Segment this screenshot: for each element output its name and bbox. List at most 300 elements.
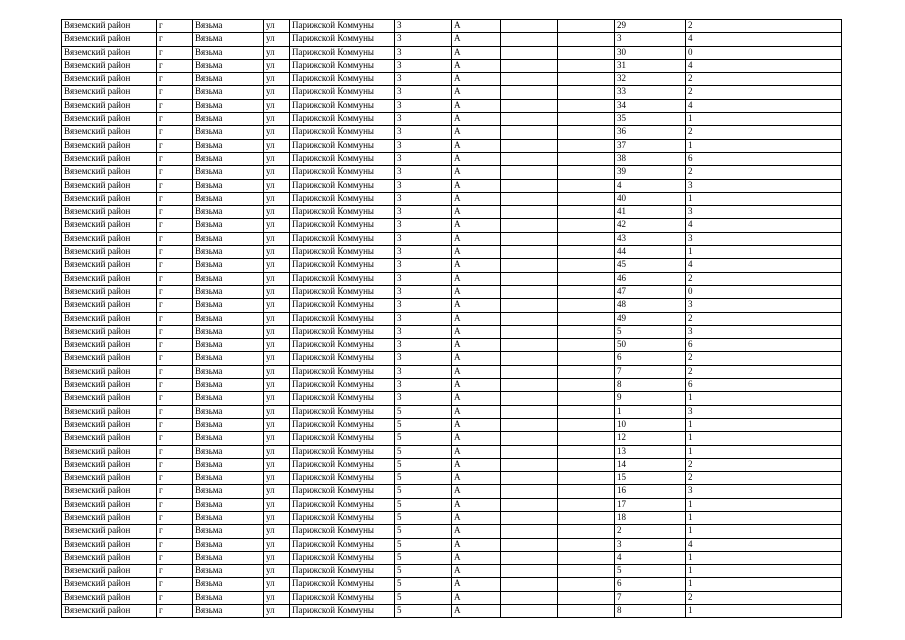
empty-cell — [558, 59, 615, 72]
locality-type-cell: г — [157, 551, 193, 564]
building-cell: А — [452, 605, 501, 618]
district-cell: Вяземский район — [62, 565, 157, 578]
table-row — [62, 86, 842, 99]
building-cell: А — [452, 392, 501, 405]
locality-cell: Вязьма — [193, 565, 264, 578]
locality-cell: Вязьма — [193, 432, 264, 445]
table-row — [62, 73, 842, 86]
locality-type-cell: г — [157, 498, 193, 511]
house-cell: 5 — [395, 511, 452, 524]
street-type-cell: ул — [264, 352, 290, 365]
street-cell: Парижской Коммуны — [290, 86, 395, 99]
building-cell: А — [452, 339, 501, 352]
locality-type-cell: г — [157, 113, 193, 126]
street-cell: Парижской Коммуны — [290, 99, 395, 112]
empty-cell — [558, 392, 615, 405]
empty-cell — [501, 192, 558, 205]
empty-cell — [501, 312, 558, 325]
street-cell: Парижской Коммуны — [290, 59, 395, 72]
empty-cell — [501, 565, 558, 578]
table-row — [62, 259, 842, 272]
locality-cell: Вязьма — [193, 59, 264, 72]
street-type-cell: ул — [264, 392, 290, 405]
empty-cell — [558, 418, 615, 431]
street-type-cell: ул — [264, 312, 290, 325]
table-row — [62, 365, 842, 378]
locality-cell: Вязьма — [193, 511, 264, 524]
apartment-cell: 45 — [615, 259, 686, 272]
apartment-cell: 7 — [615, 365, 686, 378]
empty-cell — [558, 232, 615, 245]
locality-type-cell: г — [157, 86, 193, 99]
apartment-cell: 6 — [615, 352, 686, 365]
empty-cell — [501, 551, 558, 564]
district-cell: Вяземский район — [62, 538, 157, 551]
locality-cell: Вязьма — [193, 405, 264, 418]
empty-cell — [558, 166, 615, 179]
street-type-cell: ул — [264, 126, 290, 139]
district-cell: Вяземский район — [62, 352, 157, 365]
locality-type-cell: г — [157, 511, 193, 524]
locality-cell: Вязьма — [193, 525, 264, 538]
empty-cell — [558, 73, 615, 86]
building-cell: А — [452, 139, 501, 152]
street-cell: Парижской Коммуны — [290, 565, 395, 578]
table-row — [62, 538, 842, 551]
table-row — [62, 591, 842, 604]
locality-type-cell: г — [157, 365, 193, 378]
count-cell: 2 — [686, 73, 842, 86]
table-row — [62, 525, 842, 538]
empty-cell — [501, 379, 558, 392]
empty-cell — [501, 525, 558, 538]
apartment-cell: 7 — [615, 591, 686, 604]
house-cell: 5 — [395, 538, 452, 551]
count-cell: 1 — [686, 392, 842, 405]
empty-cell — [501, 285, 558, 298]
house-cell: 5 — [395, 472, 452, 485]
street-cell: Парижской Коммуны — [290, 578, 395, 591]
street-type-cell: ул — [264, 152, 290, 165]
empty-cell — [501, 166, 558, 179]
house-cell: 3 — [395, 379, 452, 392]
house-cell: 3 — [395, 152, 452, 165]
house-cell: 5 — [395, 498, 452, 511]
street-type-cell: ул — [264, 246, 290, 259]
empty-cell — [501, 20, 558, 33]
locality-cell: Вязьма — [193, 272, 264, 285]
table-row — [62, 33, 842, 46]
locality-type-cell: г — [157, 392, 193, 405]
district-cell: Вяземский район — [62, 551, 157, 564]
apartment-cell: 35 — [615, 113, 686, 126]
empty-cell — [501, 73, 558, 86]
district-cell: Вяземский район — [62, 339, 157, 352]
building-cell: А — [452, 365, 501, 378]
count-cell: 6 — [686, 339, 842, 352]
apartment-cell: 13 — [615, 445, 686, 458]
count-cell: 1 — [686, 511, 842, 524]
building-cell: А — [452, 432, 501, 445]
house-cell: 5 — [395, 605, 452, 618]
locality-type-cell: г — [157, 578, 193, 591]
table-row — [62, 59, 842, 72]
house-cell: 3 — [395, 179, 452, 192]
table-row — [62, 285, 842, 298]
street-type-cell: ул — [264, 99, 290, 112]
empty-cell — [501, 46, 558, 59]
street-type-cell: ул — [264, 511, 290, 524]
building-cell: А — [452, 325, 501, 338]
count-cell: 3 — [686, 179, 842, 192]
locality-cell: Вязьма — [193, 445, 264, 458]
locality-cell: Вязьма — [193, 99, 264, 112]
district-cell: Вяземский район — [62, 246, 157, 259]
street-cell: Парижской Коммуны — [290, 458, 395, 471]
street-cell: Парижской Коммуны — [290, 259, 395, 272]
district-cell: Вяземский район — [62, 511, 157, 524]
apartment-cell: 10 — [615, 418, 686, 431]
street-cell: Парижской Коммуны — [290, 485, 395, 498]
district-cell: Вяземский район — [62, 472, 157, 485]
street-cell: Парижской Коммуны — [290, 166, 395, 179]
empty-cell — [558, 352, 615, 365]
locality-type-cell: г — [157, 46, 193, 59]
district-cell: Вяземский район — [62, 99, 157, 112]
empty-cell — [558, 551, 615, 564]
district-cell: Вяземский район — [62, 73, 157, 86]
empty-cell — [501, 418, 558, 431]
district-cell: Вяземский район — [62, 458, 157, 471]
locality-cell: Вязьма — [193, 206, 264, 219]
district-cell: Вяземский район — [62, 591, 157, 604]
locality-type-cell: г — [157, 565, 193, 578]
street-type-cell: ул — [264, 179, 290, 192]
building-cell: А — [452, 525, 501, 538]
district-cell: Вяземский район — [62, 498, 157, 511]
locality-type-cell: г — [157, 299, 193, 312]
house-cell: 3 — [395, 206, 452, 219]
house-cell: 5 — [395, 591, 452, 604]
table-row — [62, 246, 842, 259]
locality-type-cell: г — [157, 525, 193, 538]
apartment-cell: 38 — [615, 152, 686, 165]
house-cell: 3 — [395, 126, 452, 139]
empty-cell — [558, 33, 615, 46]
empty-cell — [558, 605, 615, 618]
building-cell: А — [452, 86, 501, 99]
empty-cell — [501, 299, 558, 312]
street-type-cell: ул — [264, 299, 290, 312]
apartment-cell: 9 — [615, 392, 686, 405]
apartment-cell: 4 — [615, 179, 686, 192]
apartment-cell: 5 — [615, 565, 686, 578]
street-type-cell: ул — [264, 538, 290, 551]
street-cell: Парижской Коммуны — [290, 605, 395, 618]
table-row — [62, 219, 842, 232]
building-cell: А — [452, 299, 501, 312]
apartment-cell: 49 — [615, 312, 686, 325]
locality-type-cell: г — [157, 285, 193, 298]
street-type-cell: ул — [264, 219, 290, 232]
district-cell: Вяземский район — [62, 59, 157, 72]
district-cell: Вяземский район — [62, 605, 157, 618]
table-row — [62, 99, 842, 112]
count-cell: 2 — [686, 126, 842, 139]
street-cell: Парижской Коммуны — [290, 299, 395, 312]
empty-cell — [558, 299, 615, 312]
locality-type-cell: г — [157, 379, 193, 392]
street-type-cell: ул — [264, 113, 290, 126]
locality-cell: Вязьма — [193, 498, 264, 511]
empty-cell — [501, 99, 558, 112]
table-row — [62, 339, 842, 352]
table-row — [62, 179, 842, 192]
locality-type-cell: г — [157, 206, 193, 219]
street-cell: Парижской Коммуны — [290, 139, 395, 152]
district-cell: Вяземский район — [62, 20, 157, 33]
locality-cell: Вязьма — [193, 339, 264, 352]
district-cell: Вяземский район — [62, 445, 157, 458]
apartment-cell: 16 — [615, 485, 686, 498]
empty-cell — [501, 206, 558, 219]
apartment-cell: 43 — [615, 232, 686, 245]
table-row — [62, 498, 842, 511]
building-cell: А — [452, 472, 501, 485]
table-row — [62, 432, 842, 445]
district-cell: Вяземский район — [62, 86, 157, 99]
house-cell: 3 — [395, 246, 452, 259]
table-row — [62, 418, 842, 431]
locality-type-cell: г — [157, 458, 193, 471]
table-row — [62, 405, 842, 418]
count-cell: 3 — [686, 206, 842, 219]
building-cell: А — [452, 59, 501, 72]
district-cell: Вяземский район — [62, 405, 157, 418]
empty-cell — [558, 86, 615, 99]
table-row — [62, 126, 842, 139]
district-cell: Вяземский район — [62, 139, 157, 152]
street-cell: Парижской Коммуны — [290, 152, 395, 165]
count-cell: 2 — [686, 272, 842, 285]
locality-type-cell: г — [157, 352, 193, 365]
count-cell: 4 — [686, 99, 842, 112]
table-row — [62, 485, 842, 498]
street-type-cell: ул — [264, 259, 290, 272]
street-cell: Парижской Коммуны — [290, 418, 395, 431]
empty-cell — [558, 472, 615, 485]
locality-type-cell: г — [157, 20, 193, 33]
street-type-cell: ул — [264, 498, 290, 511]
street-type-cell: ул — [264, 285, 290, 298]
table-row — [62, 152, 842, 165]
count-cell: 1 — [686, 445, 842, 458]
house-cell: 3 — [395, 192, 452, 205]
empty-cell — [501, 405, 558, 418]
empty-cell — [501, 152, 558, 165]
street-cell: Парижской Коммуны — [290, 73, 395, 86]
count-cell: 1 — [686, 498, 842, 511]
locality-cell: Вязьма — [193, 192, 264, 205]
locality-cell: Вязьма — [193, 365, 264, 378]
count-cell: 2 — [686, 86, 842, 99]
house-cell: 3 — [395, 285, 452, 298]
locality-cell: Вязьма — [193, 139, 264, 152]
street-type-cell: ул — [264, 565, 290, 578]
district-cell: Вяземский район — [62, 325, 157, 338]
locality-type-cell: г — [157, 59, 193, 72]
empty-cell — [558, 285, 615, 298]
house-cell: 3 — [395, 392, 452, 405]
street-cell: Парижской Коммуны — [290, 339, 395, 352]
table-row — [62, 206, 842, 219]
street-cell: Парижской Коммуны — [290, 472, 395, 485]
street-cell: Парижской Коммуны — [290, 325, 395, 338]
street-type-cell: ул — [264, 206, 290, 219]
building-cell: А — [452, 259, 501, 272]
empty-cell — [558, 525, 615, 538]
building-cell: А — [452, 565, 501, 578]
count-cell: 2 — [686, 312, 842, 325]
apartment-cell: 3 — [615, 538, 686, 551]
empty-cell — [558, 445, 615, 458]
locality-cell: Вязьма — [193, 179, 264, 192]
house-cell: 3 — [395, 73, 452, 86]
street-type-cell: ул — [264, 232, 290, 245]
empty-cell — [501, 246, 558, 259]
apartment-cell: 8 — [615, 379, 686, 392]
apartment-cell: 29 — [615, 20, 686, 33]
locality-cell: Вязьма — [193, 33, 264, 46]
locality-cell: Вязьма — [193, 392, 264, 405]
table-row — [62, 299, 842, 312]
district-cell: Вяземский район — [62, 299, 157, 312]
district-cell: Вяземский район — [62, 113, 157, 126]
count-cell: 2 — [686, 365, 842, 378]
empty-cell — [501, 86, 558, 99]
house-cell: 3 — [395, 139, 452, 152]
house-cell: 3 — [395, 232, 452, 245]
house-cell: 5 — [395, 405, 452, 418]
empty-cell — [501, 232, 558, 245]
building-cell: А — [452, 232, 501, 245]
apartment-cell: 34 — [615, 99, 686, 112]
locality-type-cell: г — [157, 325, 193, 338]
building-cell: А — [452, 591, 501, 604]
street-cell: Парижской Коммуны — [290, 379, 395, 392]
locality-cell: Вязьма — [193, 472, 264, 485]
locality-type-cell: г — [157, 591, 193, 604]
house-cell: 3 — [395, 219, 452, 232]
house-cell: 3 — [395, 86, 452, 99]
district-cell: Вяземский район — [62, 126, 157, 139]
locality-cell: Вязьма — [193, 485, 264, 498]
locality-cell: Вязьма — [193, 166, 264, 179]
empty-cell — [558, 498, 615, 511]
district-cell: Вяземский район — [62, 525, 157, 538]
locality-cell: Вязьма — [193, 538, 264, 551]
table-row — [62, 20, 842, 33]
building-cell: А — [452, 272, 501, 285]
table-row — [62, 192, 842, 205]
locality-type-cell: г — [157, 272, 193, 285]
street-cell: Парижской Коммуны — [290, 20, 395, 33]
street-cell: Парижской Коммуны — [290, 206, 395, 219]
empty-cell — [501, 485, 558, 498]
street-cell: Парижской Коммуны — [290, 591, 395, 604]
apartment-cell: 17 — [615, 498, 686, 511]
street-type-cell: ул — [264, 445, 290, 458]
empty-cell — [501, 445, 558, 458]
street-type-cell: ул — [264, 365, 290, 378]
street-cell: Парижской Коммуны — [290, 551, 395, 564]
street-cell: Парижской Коммуны — [290, 312, 395, 325]
street-cell: Парижской Коммуны — [290, 538, 395, 551]
table-row — [62, 445, 842, 458]
apartment-cell: 47 — [615, 285, 686, 298]
empty-cell — [501, 591, 558, 604]
empty-cell — [558, 272, 615, 285]
apartment-cell: 40 — [615, 192, 686, 205]
street-cell: Парижской Коммуны — [290, 126, 395, 139]
count-cell: 1 — [686, 525, 842, 538]
empty-cell — [558, 246, 615, 259]
empty-cell — [501, 219, 558, 232]
building-cell: А — [452, 246, 501, 259]
locality-cell: Вязьма — [193, 352, 264, 365]
count-cell: 1 — [686, 139, 842, 152]
house-cell: 3 — [395, 339, 452, 352]
table-row — [62, 565, 842, 578]
apartment-cell: 44 — [615, 246, 686, 259]
locality-cell: Вязьма — [193, 152, 264, 165]
house-cell: 3 — [395, 299, 452, 312]
street-type-cell: ул — [264, 525, 290, 538]
empty-cell — [501, 605, 558, 618]
table-row — [62, 379, 842, 392]
house-cell: 3 — [395, 352, 452, 365]
table-body — [62, 20, 842, 618]
locality-type-cell: г — [157, 312, 193, 325]
locality-cell: Вязьма — [193, 379, 264, 392]
locality-type-cell: г — [157, 73, 193, 86]
empty-cell — [501, 325, 558, 338]
empty-cell — [501, 352, 558, 365]
house-cell: 3 — [395, 166, 452, 179]
building-cell: А — [452, 352, 501, 365]
building-cell: А — [452, 152, 501, 165]
empty-cell — [558, 312, 615, 325]
house-cell: 3 — [395, 113, 452, 126]
house-cell: 5 — [395, 525, 452, 538]
count-cell: 1 — [686, 246, 842, 259]
house-cell: 3 — [395, 20, 452, 33]
district-cell: Вяземский район — [62, 578, 157, 591]
street-cell: Парижской Коммуны — [290, 46, 395, 59]
empty-cell — [501, 365, 558, 378]
locality-cell: Вязьма — [193, 20, 264, 33]
apartment-cell: 4 — [615, 551, 686, 564]
locality-cell: Вязьма — [193, 219, 264, 232]
house-cell: 3 — [395, 325, 452, 338]
locality-type-cell: г — [157, 192, 193, 205]
building-cell: А — [452, 312, 501, 325]
apartment-cell: 33 — [615, 86, 686, 99]
empty-cell — [558, 259, 615, 272]
count-cell: 2 — [686, 472, 842, 485]
empty-cell — [501, 578, 558, 591]
count-cell: 2 — [686, 166, 842, 179]
